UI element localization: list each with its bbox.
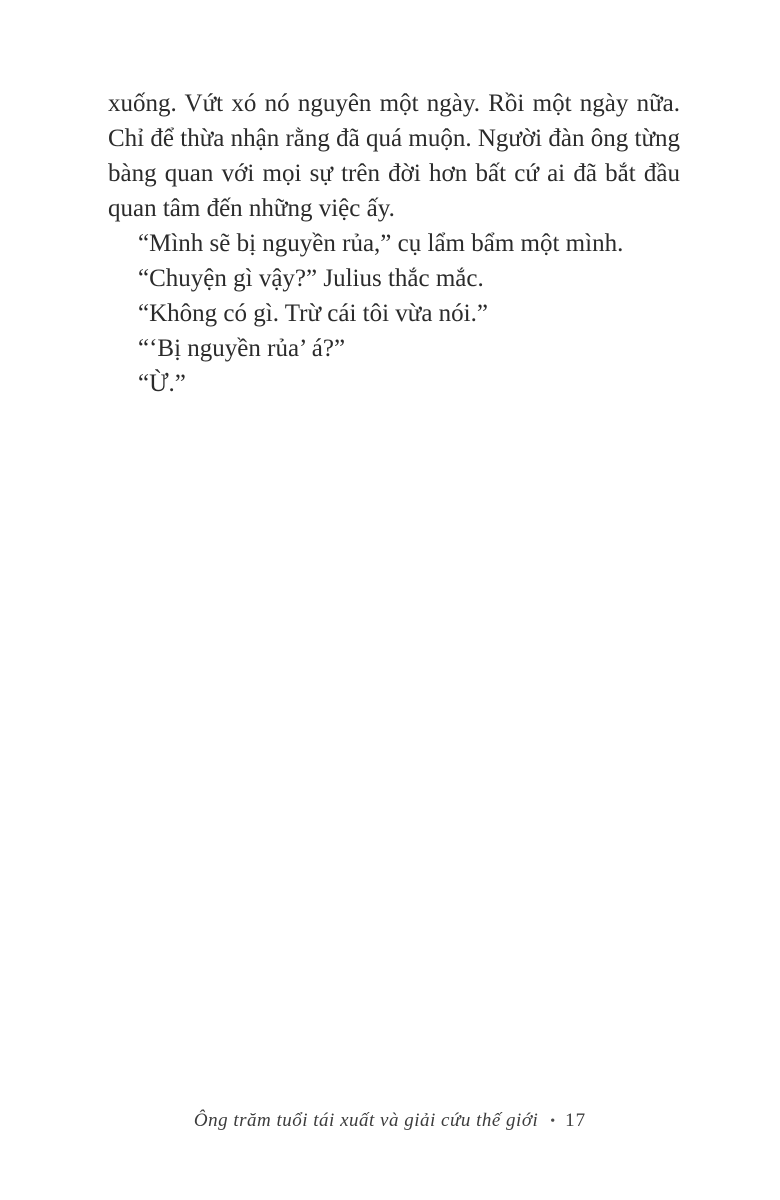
dialogue-line: “Mình sẽ bị nguyền rủa,” cụ lẩm bẩm một mình.	[138, 230, 624, 257]
dialogue-line: “Chuyện gì vậy?” Julius thắc mắc.	[138, 265, 484, 292]
dialogue-line: “‘Bị nguyền rủa’ á?”	[138, 335, 346, 362]
body-text-block	[108, 86, 680, 401]
running-footer	[0, 1108, 780, 1135]
page-number: 17	[565, 1110, 587, 1131]
footer-book-title: Ông trăm tuổi tái xuất và giải cứu thế giới	[193, 1110, 539, 1131]
dialogue-line: “Không có gì. Trừ cái tôi vừa nói.”	[138, 300, 488, 327]
body-paragraph: xuống. Vứt xó nó nguyên một ngày. Rồi một ngày nữa. Chỉ để thừa nhận rằng đã quá muộn. Người đàn ông từng bàng quan với mọi sự trên đời hơn bất cứ ai đã bắt đầu quan tâm đến những việc ấy.	[108, 90, 680, 222]
dialogue-line: “Ừ.”	[138, 370, 186, 397]
footer-bullet-separator: •	[550, 1114, 556, 1129]
